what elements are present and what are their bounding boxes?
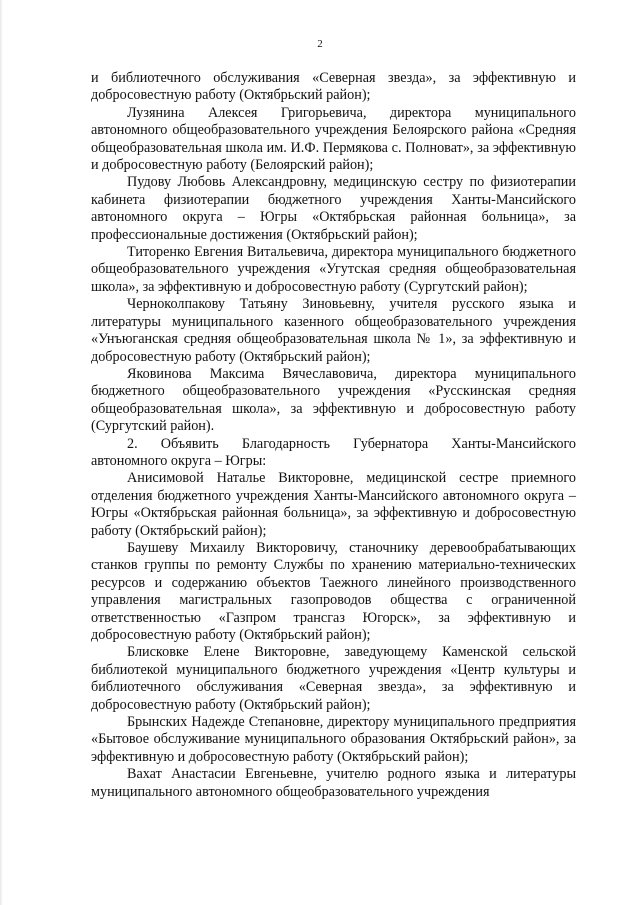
paragraph-pudova: Пудову Любовь Александровну, медицинскую сестру по физиотерапии кабинета физиотерапии бюджетного учреждения Ханты-Мансийского автономного округа – Югры «Октябрьская районная больница», за профессиональные достижения (Октябрьский район); [91,174,576,243]
page-number: 2 [317,38,323,50]
paragraph-chernokolpakova: Черноколпакову Татьяну Зиновьевну, учителя русского языка и литературы муниципального казенного общеобразовательного учреждения «Унъюганская средняя общеобразовательная школа № 1», за эффективную и добросовестную работу (Октябрьский район); [91,296,576,365]
document-body [91,70,576,801]
paragraph-brynskikh: Брынских Надежде Степановне, директору муниципального предприятия «Бытовое обслуживание муниципального образования Октябрьский район», за эффективную и добросовестную работу (Октябрьский район); [91,714,576,765]
paragraph-titorenko: Титоренко Евгения Витальевича, директора муниципального бюджетного общеобразовательного учреждения «Угутская средняя общеобразовательная школа», за эффективную и добросовестную работу (Сургутский район); [91,244,576,295]
paragraph-continuation: и библиотечного обслуживания «Северная звезда», за эффективную и добросовестную работу (Октябрьский район); [91,70,576,104]
scan-edge-shadow [0,0,3,905]
paragraph-luzyanin: Лузянина Алексея Григорьевича, директора муниципального автономного общеобразовательного учреждения Белоярского района «Средняя общеобразовательная школа им. И.Ф. Пермякова с. Полноват», за эффективную и добросовестную работу (Белоярский район); [91,104,576,174]
paragraph-anisimova: Анисимовой Наталье Викторовне, медицинской сестре приемного отделения бюджетного учреждения Ханты-Мансийского автономного округа – Югры «Октябрьская районная больница», за эффективную и добросовестную работу (Октябрьский район); [91,470,576,539]
paragraph-section-2-heading: 2. Объявить Благодарность Губернатора Ханты-Мансийского автономного округа – Югры: [91,435,576,469]
paragraph-yakovinov: Яковинова Максима Вячеславовича, директора муниципального бюджетного общеобразовательного учреждения «Русскинская средняя общеобразовательная школа», за эффективную и добросовестную работу (Сургутский район). [91,365,576,435]
paragraph-vakhat: Вахат Анастасии Евгеньевне, учителю родного языка и литературы муниципального автономного общеобразовательного учреждения [91,766,576,800]
paragraph-baushev: Баушеву Михаилу Викторовичу, станочнику деревообрабатывающих станков группы по ремонту Службы по хранению материально-технических ресурсов и содержанию объектов Таежного линейного производственного управления магистральных газопроводов общества с ограниченной ответственностью «Газпром трансгаз Югорск», за эффективную и добросовестную работу (Октябрьский район); [91,539,576,643]
paragraph-bliskovka: Блисковке Елене Викторовне, заведующему Каменской сельской библиотекой муниципального бюджетного учреждения «Центр культуры и библиотечного обслуживания «Северная звезда», за эффективную и добросовестную работу (Октябрьский район); [91,644,576,713]
